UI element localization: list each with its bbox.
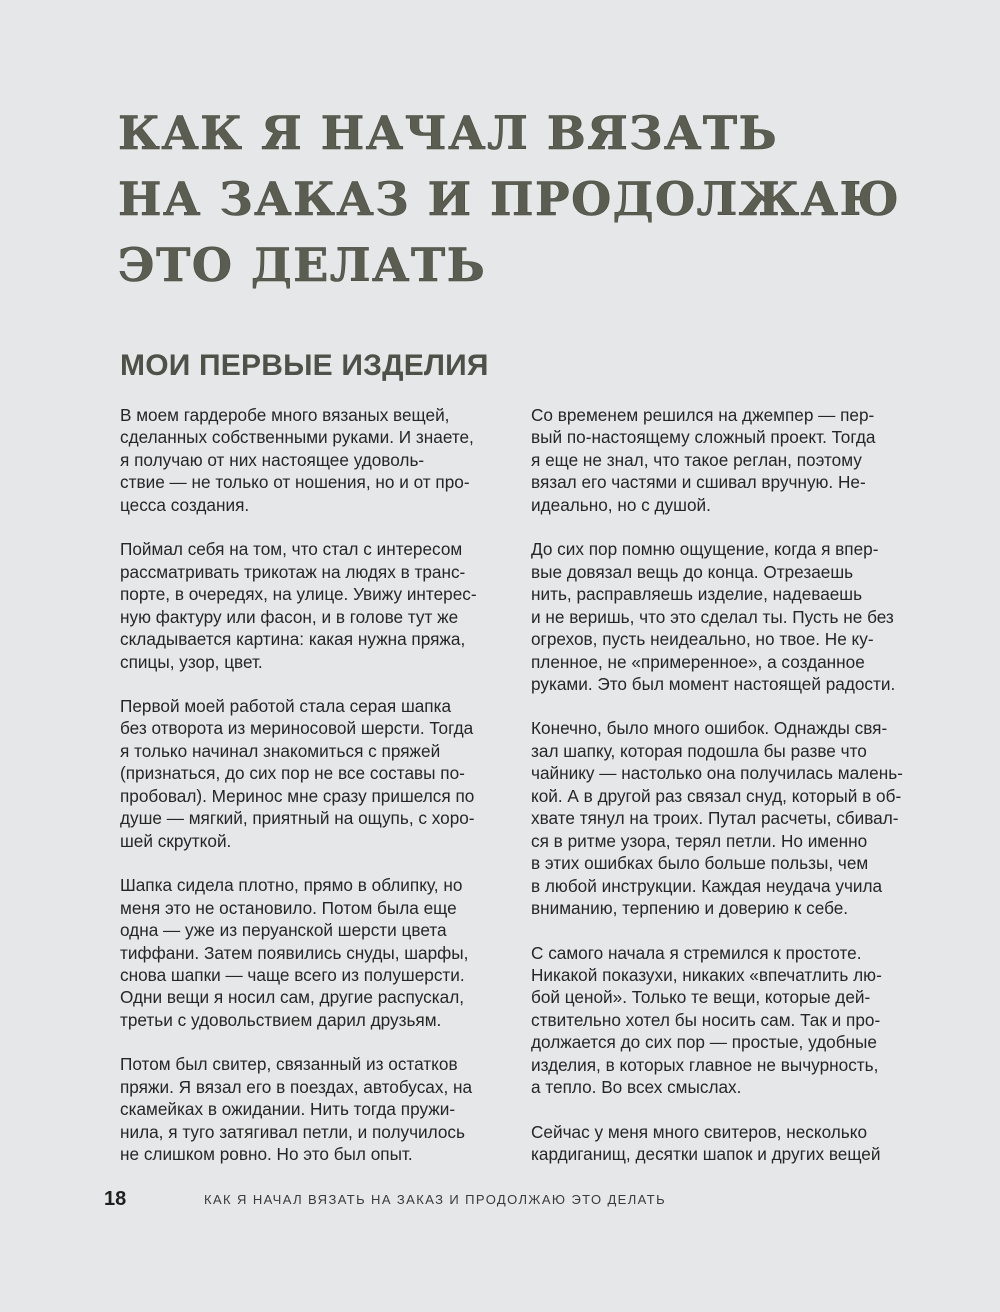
text-line: ствительно хотел бы носить сам. Так и про- (531, 1009, 881, 1030)
text-line: кардиганищ, десятки шапок и других вещей (531, 1144, 881, 1165)
text-line: душе — мягкий, приятный на ощупь, с хоро- (120, 808, 475, 829)
text-line: снова шапки — чаще всего из полушерсти. (120, 964, 465, 985)
chapter-title (118, 100, 958, 298)
text-line: кой. А в другой раз связал снуд, который в об- (531, 785, 902, 806)
paragraph (531, 404, 923, 516)
text-line: складывается картина: какая нужна пряжа, (120, 629, 466, 650)
text-line: спицы, узор, цвет. (120, 651, 263, 672)
text-line: нила, я туго затягивал петли, и получилось (120, 1121, 465, 1142)
paragraph (531, 942, 923, 1099)
text-line: ную фактуру или фасон, и в голове тут же (120, 606, 459, 627)
text-line: вый по-настоящему сложный проект. Тогда (531, 427, 876, 448)
paragraph (531, 1121, 923, 1166)
text-line: меня это не остановило. Потом была еще (120, 897, 457, 918)
text-line: одна — уже из перуанской шерсти цвета (120, 920, 447, 941)
paragraph (120, 874, 512, 1031)
text-line: а тепло. Во всех смыслах. (531, 1077, 742, 1098)
text-line: скамейках в ожидании. Нить тогда пружи- (120, 1099, 456, 1120)
text-line: вязал его частями и сшивал вручную. Не- (531, 472, 866, 493)
paragraph (120, 695, 512, 852)
text-line: в любой инструкции. Каждая неудача учила (531, 875, 883, 896)
chapter-title-line: НА ЗАКАЗ И ПРОДОЛЖАЮ (118, 172, 901, 226)
text-line: Со временем решился на джемпер — пер- (531, 405, 875, 425)
text-line: Первой моей работой стала серая шапка (120, 695, 452, 716)
paragraph (531, 538, 923, 695)
text-line: бой ценой». Только те вещи, которые дей- (531, 987, 871, 1008)
text-line: Конечно, было много ошибок. Однажды свя- (531, 718, 888, 739)
paragraph (120, 538, 512, 673)
text-line: До сих пор помню ощущение, когда я впер- (531, 539, 879, 560)
text-line: руками. Это был момент настоящей радости. (531, 673, 896, 694)
text-line: изделия, в которых главное не вычурность, (531, 1054, 879, 1075)
text-line: ствие — не только от ношения, но и от про- (120, 472, 470, 493)
text-line: третьи с удовольствием дарил друзьям. (120, 1009, 442, 1030)
text-line: идеально, но с душой. (531, 494, 711, 515)
text-line: цесса создания. (120, 494, 250, 515)
text-line: вниманию, терпению и доверию к себе. (531, 898, 849, 919)
text-line: Сейчас у меня много свитеров, несколько (531, 1121, 868, 1142)
text-line: пробовал). Меринос мне сразу пришелся по (120, 785, 475, 806)
text-line: нить, расправляешь изделие, надеваешь (531, 584, 863, 605)
text-line: ся в ритме узора, терял петли. Но именно (531, 830, 868, 851)
text-line: в этих ошибках было больше пользы, чем (531, 853, 869, 874)
text-line: вые довязал вещь до конца. Отрезаешь (531, 561, 854, 582)
text-line: должается до сих пор — простые, удобные (531, 1032, 877, 1053)
text-line: я получаю от них настоящее удоволь- (120, 449, 425, 470)
text-line: Потом был свитер, связанный из остатков (120, 1054, 458, 1075)
paragraph (120, 1053, 512, 1165)
text-line: огрехов, пусть неидеально, но твое. Не ку- (531, 629, 874, 650)
text-line: С самого начала я стремился к простоте. (531, 942, 862, 963)
text-line: пленное, не «примеренное», а созданное (531, 651, 865, 672)
page-number: 18 (104, 1188, 127, 1210)
paragraph (531, 717, 923, 919)
page-footer (0, 1186, 1000, 1212)
text-line: я еще не знал, что такое реглан, поэтому (531, 449, 862, 470)
text-line: и не веришь, что это сделал ты. Пусть не без (531, 606, 894, 627)
text-line: зал шапку, которая подошла бы разве что (531, 740, 867, 761)
chapter-title-line: ЭТО ДЕЛАТЬ (118, 238, 487, 292)
text-line: Одни вещи я носил сам, другие распускал, (120, 987, 465, 1008)
text-line: шей скруткой. (120, 830, 232, 851)
text-line: тиффани. Затем появились снуды, шарфы, (120, 942, 469, 963)
left-text-column (120, 404, 512, 1188)
text-line: не слишком ровно. Но это был опыт. (120, 1144, 413, 1165)
text-line: Никакой показухи, никаких «впечатлить лю- (531, 964, 882, 985)
running-title: КАК Я НАЧАЛ ВЯЗАТЬ НА ЗАКАЗ И ПРОДОЛЖАЮ ЭТО ДЕЛАТЬ (204, 1192, 666, 1207)
text-line: Шапка сидела плотно, прямо в облипку, но (120, 875, 463, 896)
text-line: Поймал себя на том, что стал с интересом (120, 539, 463, 560)
text-line: В моем гардеробе много вязаных вещей, (120, 405, 450, 425)
text-line: без отворота из мериносовой шерсти. Тогда (120, 718, 474, 739)
text-line: хвате тянул на троих. Путал расчеты, сбивал- (531, 808, 899, 829)
text-line: чайнику — настолько она получилась малень- (531, 763, 903, 784)
text-line: сделанных собственными руками. И знаете, (120, 427, 474, 448)
section-heading: МОИ ПЕРВЫЕ ИЗДЕЛИЯ (120, 349, 489, 382)
text-line: порте, в очередях, на улице. Увижу интерес- (120, 584, 477, 605)
chapter-title-line: КАК Я НАЧАЛ ВЯЗАТЬ (118, 106, 779, 160)
text-line: рассматривать трикотаж на людях в транс- (120, 561, 466, 582)
right-text-column (531, 404, 923, 1188)
paragraph (120, 404, 512, 516)
text-line: пряжи. Я вязал его в поездах, автобусах, на (120, 1076, 473, 1097)
text-line: я только начинал знакомиться с пряжей (120, 740, 441, 761)
text-line: (признаться, до сих пор не все составы по- (120, 763, 465, 784)
